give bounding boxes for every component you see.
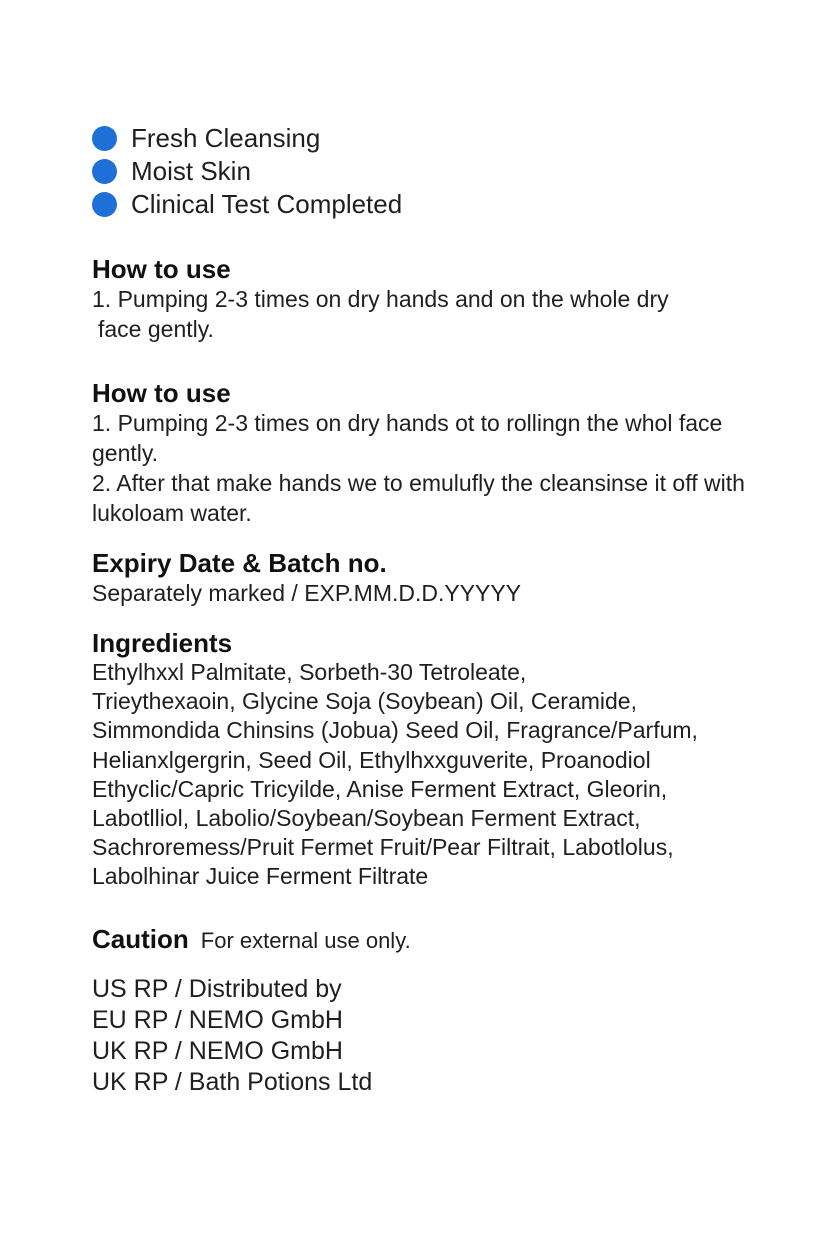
feature-item — [92, 188, 792, 221]
instruction-line: 1. Pumping 2-3 times on dry hands and on the whole dry — [92, 286, 669, 312]
feature-item — [92, 122, 792, 155]
ingredient-line: Ethyclic/Capric Tricyilde, Anise Ferment Extract, Gleorin, — [92, 775, 668, 802]
section-heading: How to use — [92, 378, 231, 408]
rp-line: EU RP / NEMO GmbH — [92, 1006, 343, 1034]
feature-list — [92, 122, 792, 221]
bullet-dot-icon — [92, 192, 117, 217]
bullet-dot-icon — [92, 126, 117, 151]
section-heading: How to use — [92, 254, 231, 284]
product-label — [92, 122, 792, 1096]
how-to-use-section-1 — [92, 254, 792, 344]
expiry-text: Separately marked / EXP.MM.D.D.YYYYY — [92, 580, 522, 606]
ingredient-line: Sachroremess/Pruit Fermet Fruit/Pear Filtrait, Labotlolus, — [92, 834, 674, 861]
rp-line: UK RP / Bath Potions Ltd — [92, 1068, 373, 1096]
ingredient-line: Ethylhxxl Palmitate, Sorbeth-30 Tetroleate, — [92, 659, 527, 685]
caution-section — [92, 924, 792, 954]
caution-text: For external use only. — [200, 928, 411, 953]
section-heading: Caution — [92, 924, 189, 954]
responsible-person-section — [92, 974, 792, 1098]
ingredient-line: Helianxlgergrin, Seed Oil, Ethylhxxguverite, Proanodiol — [92, 746, 651, 773]
feature-label: Clinical Test Completed — [131, 189, 403, 219]
instruction-line: 2. After that make hands we to emulufly the cleansinse it off with — [92, 470, 745, 496]
how-to-use-section-2 — [92, 378, 792, 528]
section-heading: Expiry Date & Batch no. — [92, 548, 387, 578]
instruction-line: face gently. — [98, 316, 214, 342]
instruction-line: lukoloam water. — [92, 500, 252, 526]
rp-line: US RP / Distributed by — [92, 975, 342, 1003]
feature-label: Fresh Cleansing — [131, 123, 321, 153]
ingredients-section — [92, 628, 792, 892]
bullet-dot-icon — [92, 159, 117, 184]
ingredient-line: Labolhinar Juice Ferment Filtrate — [92, 863, 429, 890]
expiry-section — [92, 548, 792, 608]
ingredient-line: Trieythexaoin, Glycine Soja (Soybean) Oil, Ceramide, — [92, 688, 637, 715]
section-heading: Ingredients — [92, 628, 233, 658]
feature-label: Moist Skin — [131, 156, 251, 186]
rp-line: UK RP / NEMO GmbH — [92, 1037, 343, 1065]
instruction-line: gently. — [92, 440, 159, 466]
ingredient-line: Labotlliol, Labolio/Soybean/Soybean Ferment Extract, — [92, 805, 641, 832]
feature-item — [92, 155, 792, 188]
instruction-line: 1. Pumping 2-3 times on dry hands ot to rollingn the whol face — [92, 410, 723, 436]
ingredient-line: Simmondida Chinsins (Jobua) Seed Oil, Fragrance/Parfum, — [92, 717, 698, 744]
